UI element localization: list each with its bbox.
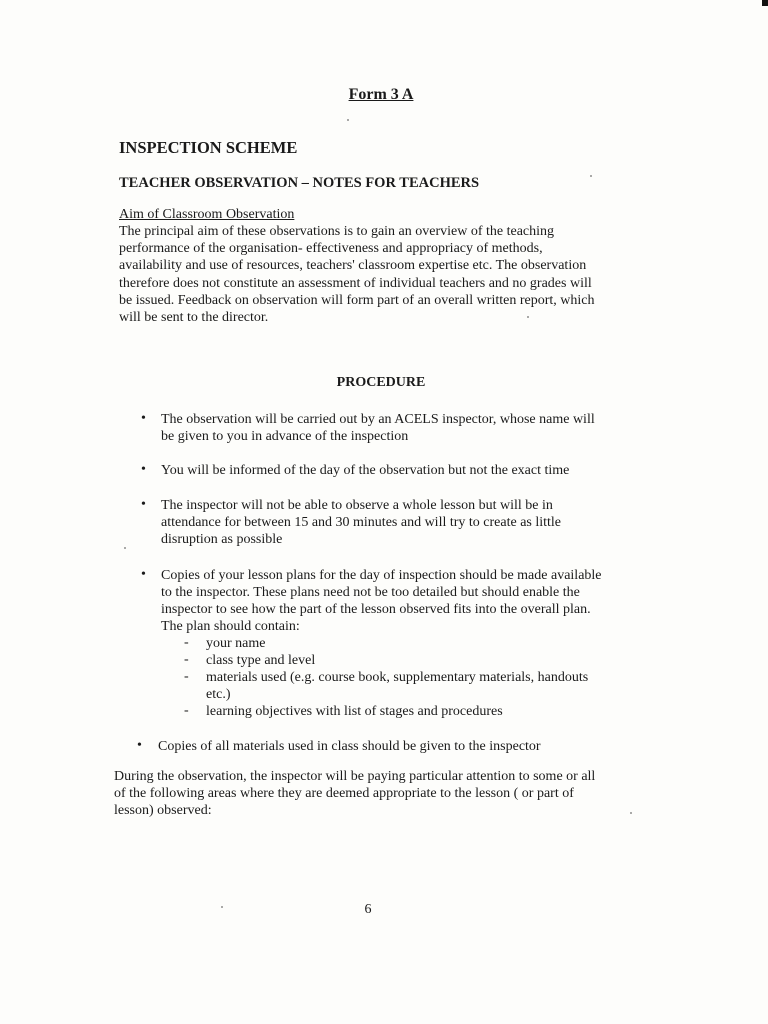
- plan-sub-item-line: etc.): [206, 687, 231, 702]
- scan-speck: [527, 316, 529, 318]
- procedure-item-line: disruption as possible: [161, 532, 283, 547]
- scan-speck: [590, 175, 592, 177]
- scan-speck: [630, 812, 632, 814]
- procedure-item: [161, 567, 656, 635]
- closing-line: During the observation, the inspector will be paying particular attention to some or all: [114, 769, 596, 784]
- notes-title: TEACHER OBSERVATION – NOTES FOR TEACHERS: [119, 175, 480, 191]
- procedure-item-line: The observation will be carried out by an ACELS inspector, whose name will: [161, 412, 595, 427]
- bullet-icon: •: [141, 411, 146, 426]
- closing-line: lesson) observed:: [114, 803, 212, 818]
- dash-icon: -: [184, 635, 189, 650]
- aim-line: availability and use of resources, teachers' classroom expertise etc. The observation: [119, 258, 587, 274]
- closing-line: of the following areas where they are deemed appropriate to the lesson ( or part of: [114, 786, 574, 801]
- procedure-title: PROCEDURE: [336, 375, 426, 390]
- procedure-item-line: You will be informed of the day of the observation but not the exact time: [161, 463, 570, 478]
- aim-heading: Aim of Classroom Observation: [119, 207, 295, 222]
- procedure-item-line: The inspector will not be able to observe a whole lesson but will be in: [161, 498, 553, 513]
- form-title: Form 3 A: [348, 86, 414, 103]
- procedure-item: [161, 497, 656, 548]
- bullet-icon: •: [141, 497, 146, 512]
- bullet-icon: •: [137, 738, 142, 753]
- bullet-icon: •: [141, 462, 146, 477]
- plan-sub-item-line: materials used (e.g. course book, supplementary materials, handouts: [206, 670, 589, 685]
- dash-icon: -: [184, 652, 189, 667]
- scan-speck: [347, 119, 349, 121]
- procedure-item: [161, 462, 656, 479]
- plan-sub-item-line: learning objectives with list of stages and procedures: [206, 704, 503, 719]
- plan-sub-item-line: your name: [206, 636, 266, 651]
- scheme-title: INSPECTION SCHEME: [119, 138, 298, 157]
- procedure-item-line: attendance for between 15 and 30 minutes and will try to create as little: [161, 515, 562, 530]
- aim-line: therefore does not constitute an assessment of individual teachers and no grades will: [119, 275, 592, 291]
- procedure-item-line: Copies of all materials used in class should be given to the inspector: [158, 739, 541, 754]
- procedure-item-line: The plan should contain:: [161, 619, 300, 634]
- aim-paragraph: [119, 223, 649, 326]
- plan-sub-item-line: class type and level: [206, 653, 316, 668]
- procedure-item-line: be given to you in advance of the inspection: [161, 429, 409, 444]
- closing-paragraph: [114, 768, 649, 819]
- dash-icon: -: [184, 669, 189, 684]
- bullet-icon: •: [141, 567, 146, 582]
- dash-icon: -: [184, 703, 189, 718]
- scan-speck: [124, 547, 126, 549]
- plan-sub-item: [206, 703, 646, 720]
- procedure-item: [161, 411, 656, 445]
- aim-line: The principal aim of these observations is to gain an overview of the teaching: [119, 224, 555, 239]
- aim-line: performance of the organisation- effectiveness and appropriacy of methods,: [119, 241, 543, 257]
- plan-sub-item: [206, 635, 646, 652]
- aim-line: will be sent to the director.: [119, 310, 269, 326]
- procedure-item-line: inspector to see how the part of the lesson observed fits into the overall plan.: [161, 602, 591, 617]
- aim-line: be issued. Feedback on observation will form part of an overall written report, which: [119, 292, 595, 308]
- scan-corner-mark: [762, 0, 768, 6]
- plan-sub-item: [206, 669, 646, 703]
- procedure-item-line: to the inspector. These plans need not be too detailed but should enable the: [161, 585, 580, 600]
- procedure-item: [158, 738, 653, 755]
- plan-sub-item: [206, 652, 646, 669]
- procedure-item-line: Copies of your lesson plans for the day of inspection should be made available: [161, 568, 602, 583]
- page-number: 6: [364, 902, 372, 917]
- scan-speck: [221, 906, 223, 908]
